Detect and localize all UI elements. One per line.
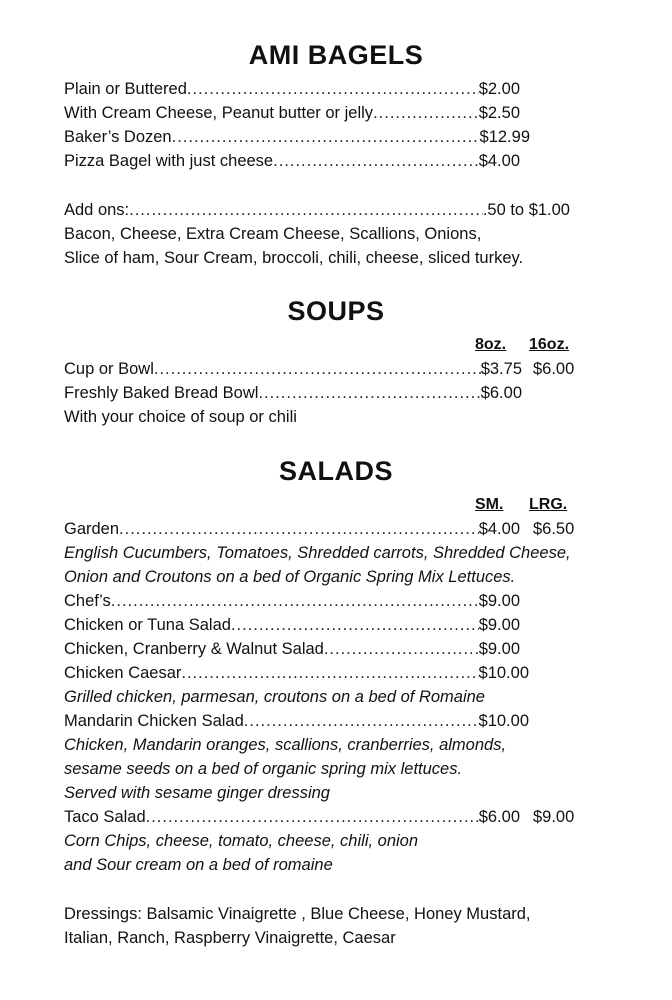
menu-item <box>64 151 520 171</box>
menu-item <box>64 127 530 147</box>
menu-item <box>64 639 520 659</box>
item-name: Mandarin Chicken Salad <box>64 712 244 730</box>
leader-dots <box>111 591 479 611</box>
addons-list: Bacon, Cheese, Extra Cream Cheese, Scallions, Onions, <box>64 225 482 243</box>
addons-price: .50 to $1.00 <box>482 201 570 219</box>
item-price: $4.00 <box>478 520 520 538</box>
menu-item <box>64 711 529 731</box>
item-name: Garden <box>64 520 120 538</box>
leader-dots <box>146 807 479 827</box>
item-name: With Cream Cheese, Peanut butter or jelly <box>64 104 374 122</box>
size-header-8oz: 8oz. <box>475 336 507 353</box>
item-price: $6.00 <box>480 384 522 402</box>
leader-dots <box>324 639 479 659</box>
item-description: English Cucumbers, Tomatoes, Shredded carrots, Shredded Cheese, <box>64 544 571 562</box>
bagels-heading: AMI BAGELS <box>248 40 424 70</box>
leader-dots <box>181 663 478 683</box>
item-description: Grilled chicken, parmesan, croutons on a bed of Romaine <box>64 688 485 706</box>
item-description: Chicken, Mandarin oranges, scallions, cranberries, almonds, <box>64 736 507 754</box>
item-price: $9.00 <box>478 616 520 634</box>
addons-row <box>64 200 570 220</box>
item-price: $6.00 <box>478 808 520 826</box>
item-price: $9.00 <box>478 640 520 658</box>
leader-dots <box>154 359 481 379</box>
item-price-large: $6.00 <box>533 360 575 378</box>
menu-item <box>64 591 520 611</box>
leader-dots <box>231 615 479 635</box>
item-name: Chicken, Cranberry & Walnut Salad <box>64 640 324 658</box>
leader-dots <box>258 383 480 403</box>
leader-dots <box>373 103 479 123</box>
menu-item <box>64 79 520 99</box>
leader-dots <box>119 519 479 539</box>
item-name: Baker’s Dozen <box>64 128 172 146</box>
leader-dots <box>273 151 479 171</box>
item-price-large: $9.00 <box>533 808 575 826</box>
size-header-large: LRG. <box>529 496 568 513</box>
item-name: Chicken or Tuna Salad <box>64 616 231 634</box>
leader-dots <box>244 711 479 731</box>
item-name: Plain or Buttered <box>64 80 187 98</box>
addons-list: Slice of ham, Sour Cream, broccoli, chili, cheese, sliced turkey. <box>64 249 524 267</box>
leader-dots <box>187 79 479 99</box>
leader-dots <box>129 200 483 220</box>
item-description: and Sour cream on a bed of romaine <box>64 856 333 874</box>
size-header-small: SM. <box>475 496 504 513</box>
menu-item <box>64 807 520 827</box>
menu-item <box>64 103 520 123</box>
item-description: Corn Chips, cheese, tomato, cheese, chili, onion <box>64 832 419 850</box>
leader-dots <box>172 127 480 147</box>
item-name: Chef’s <box>64 592 111 610</box>
item-name: Freshly Baked Bread Bowl <box>64 384 259 402</box>
menu-item <box>64 519 520 539</box>
item-price: $3.75 <box>480 360 522 378</box>
item-description: Served with sesame ginger dressing <box>64 784 330 802</box>
item-name: Chicken Caesar <box>64 664 182 682</box>
dressings-list: Dressings: Balsamic Vinaigrette , Blue Cheese, Honey Mustard, <box>64 905 531 923</box>
item-note: With your choice of soup or chili <box>64 408 297 426</box>
menu-item <box>64 615 520 635</box>
dressings-list: Italian, Ranch, Raspberry Vinaigrette, Caesar <box>64 929 396 947</box>
item-name: Pizza Bagel with just cheese <box>64 152 274 170</box>
item-description: sesame seeds on a bed of organic spring mix lettuces. <box>64 760 463 778</box>
menu-item <box>64 663 529 683</box>
item-name: Taco Salad <box>64 808 146 826</box>
salads-heading: SALADS <box>278 456 393 486</box>
item-price-large: $6.50 <box>533 520 575 538</box>
addons-label: Add ons: <box>64 201 130 219</box>
item-name: Cup or Bowl <box>64 360 154 378</box>
item-description: Onion and Croutons on a bed of Organic Spring Mix Lettuces. <box>64 568 516 586</box>
item-price: $2.50 <box>478 104 520 122</box>
item-price: $9.00 <box>478 592 520 610</box>
item-price: $4.00 <box>478 152 520 170</box>
menu-item <box>64 383 522 403</box>
size-header-16oz: 16oz. <box>529 336 570 353</box>
item-price: $12.99 <box>479 128 530 146</box>
item-price: $2.00 <box>478 80 520 98</box>
item-price: $10.00 <box>478 664 529 682</box>
menu-item <box>64 359 522 379</box>
item-price: $10.00 <box>478 712 529 730</box>
soups-heading: SOUPS <box>287 296 385 326</box>
